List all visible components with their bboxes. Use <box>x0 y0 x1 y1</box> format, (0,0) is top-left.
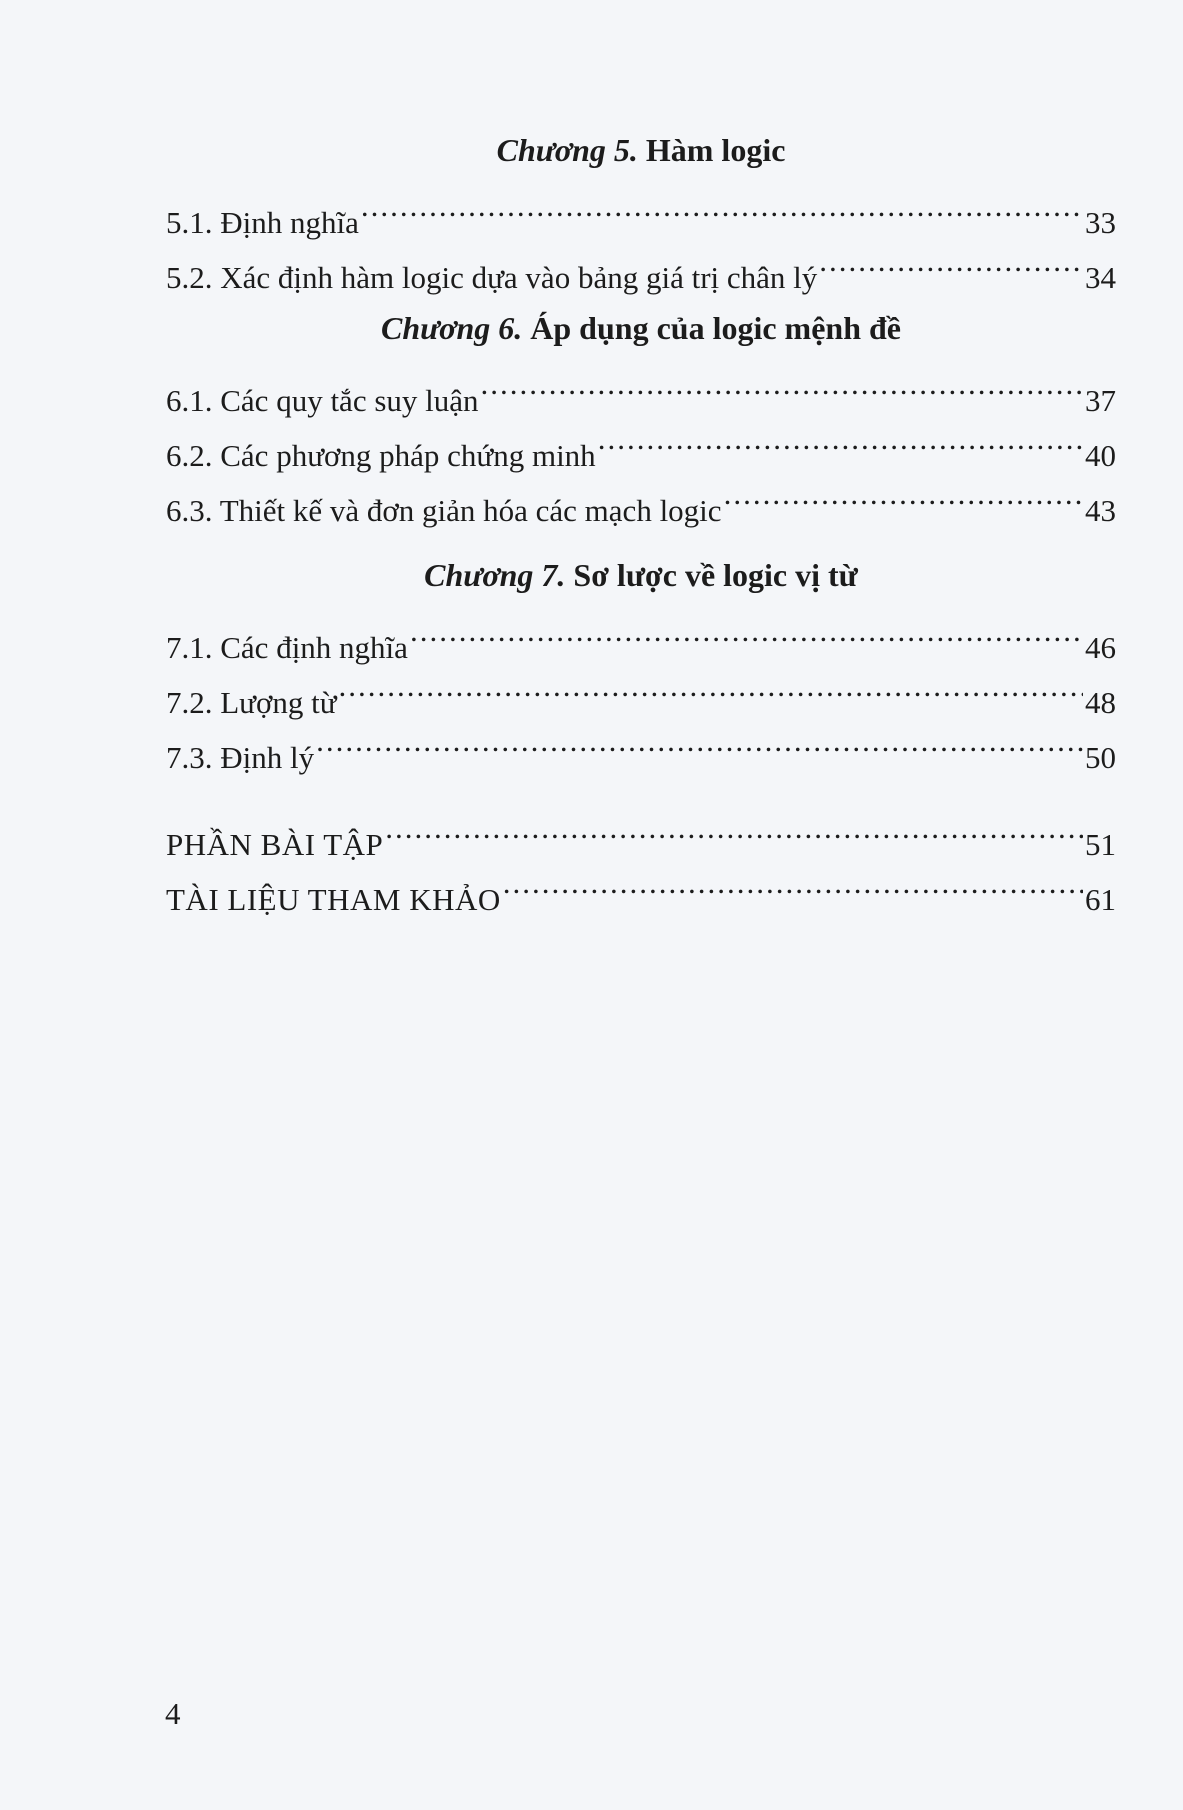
chapter-6-title: Áp dụng của logic mệnh đề <box>530 310 901 346</box>
dot-leader <box>361 178 1083 233</box>
toc-entry-label: PHẦN BÀI TẬP <box>166 827 384 862</box>
chapter-7-prefix: Chương 7. <box>424 557 566 593</box>
dot-leader <box>724 466 1083 521</box>
toc-entry-label: 7.2. Lượng từ <box>166 685 337 720</box>
toc-entry-label: TÀI LIỆU THAM KHẢO <box>166 882 501 917</box>
toc-entry-label: 7.3. Định lý <box>166 740 315 775</box>
toc-entry-page: 61 <box>1085 882 1116 917</box>
dot-leader <box>503 855 1083 910</box>
dot-leader <box>598 411 1083 466</box>
table-of-contents <box>166 122 1116 917</box>
toc-entry-page: 37 <box>1085 383 1116 418</box>
dot-leader <box>481 356 1083 411</box>
toc-entry-label: 7.1. Các định nghĩa <box>166 630 408 665</box>
dot-leader <box>410 603 1083 658</box>
toc-entry-label: 5.1. Định nghĩa <box>166 205 359 240</box>
chapter-6-prefix: Chương 6. <box>380 310 523 346</box>
dot-leader <box>316 713 1083 768</box>
dot-leader <box>819 233 1083 288</box>
toc-entry-page: 43 <box>1085 493 1116 528</box>
toc-entry-page: 34 <box>1085 260 1116 295</box>
toc-entry-label: 6.2. Các phương pháp chứng minh <box>166 438 596 473</box>
toc-entry-page: 33 <box>1085 205 1116 240</box>
chapter-5-heading <box>166 122 1116 178</box>
toc-entry-5-1[interactable] <box>166 178 1116 240</box>
toc-entry-page: 46 <box>1085 630 1116 665</box>
toc-entry-label: 5.2. Xác định hàm logic dựa vào bảng giá trị chân lý <box>166 260 818 295</box>
dot-leader <box>385 800 1083 855</box>
toc-entry-page: 51 <box>1085 827 1116 862</box>
toc-entry-exercises[interactable] <box>166 800 1116 862</box>
toc-entry-page: 40 <box>1085 438 1116 473</box>
toc-entry-6-1[interactable] <box>166 356 1116 418</box>
dot-leader <box>339 658 1083 713</box>
toc-entry-page: 50 <box>1085 740 1116 775</box>
toc-entry-7-1[interactable] <box>166 603 1116 665</box>
chapter-6-heading <box>166 300 1116 356</box>
chapter-7-heading <box>166 547 1116 603</box>
chapter-7-title: Sơ lược về logic vị từ <box>573 557 858 593</box>
toc-entry-label: 6.3. Thiết kế và đơn giản hóa các mạch logic <box>166 493 722 528</box>
chapter-5-title: Hàm logic <box>645 132 786 168</box>
page-number: 4 <box>165 1696 181 1731</box>
toc-entry-label: 6.1. Các quy tắc suy luận <box>166 383 479 418</box>
chapter-5-prefix: Chương 5. <box>496 132 638 168</box>
toc-entry-page: 48 <box>1085 685 1116 720</box>
